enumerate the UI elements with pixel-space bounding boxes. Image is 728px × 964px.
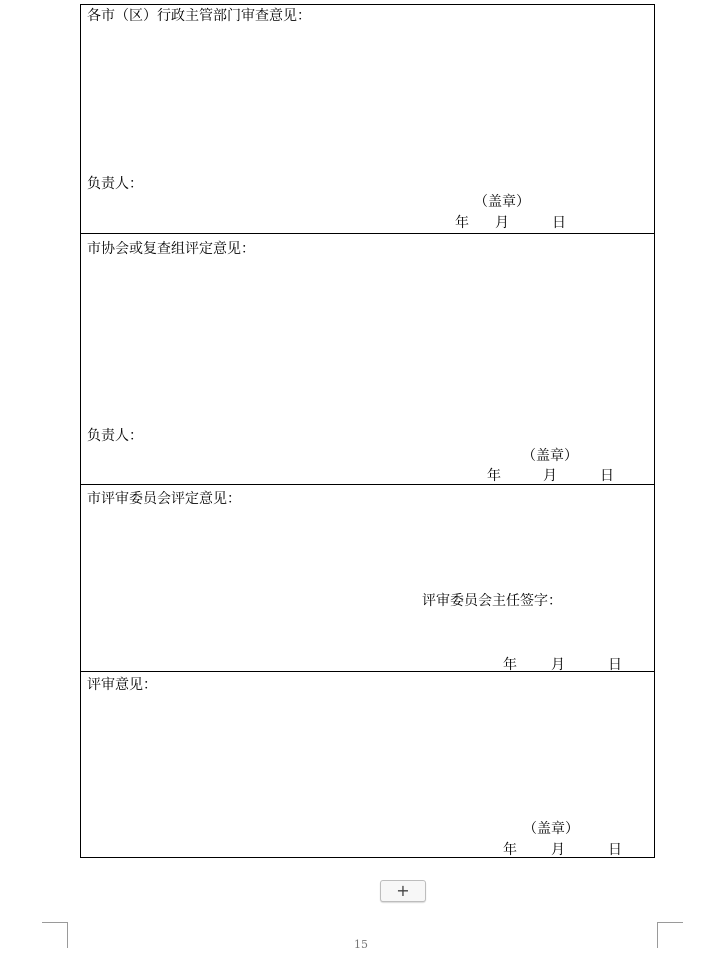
add-page-button[interactable]: +	[380, 880, 426, 902]
page-corner-mark-left	[42, 922, 68, 948]
section-heading: 市协会或复查组评定意见：	[87, 241, 255, 257]
year-label: 年	[487, 468, 501, 484]
responsible-person-label: 负责人：	[87, 176, 143, 192]
committee-review-section	[80, 484, 655, 672]
review-form-table	[80, 4, 655, 858]
section-heading: 市评审委员会评定意见：	[87, 491, 241, 507]
month-label: 月	[551, 657, 565, 673]
year-label: 年	[503, 657, 517, 673]
responsible-person-label: 负责人：	[87, 428, 143, 444]
association-review-section	[80, 233, 655, 485]
day-label: 日	[608, 842, 622, 858]
seal-label: （盖章）	[474, 194, 530, 210]
district-review-section	[80, 4, 655, 234]
committee-director-signature-label: 评审委员会主任签字：	[422, 593, 562, 609]
month-label: 月	[543, 468, 557, 484]
day-label: 日	[608, 657, 622, 673]
seal-label: （盖章）	[522, 448, 578, 464]
section-heading: 评审意见：	[87, 677, 157, 693]
year-label: 年	[455, 215, 469, 231]
section-heading: 各市（区）行政主管部门审查意见：	[87, 8, 311, 24]
day-label: 日	[600, 468, 614, 484]
year-label: 年	[503, 842, 517, 858]
page-number: 15	[354, 938, 368, 951]
month-label: 月	[551, 842, 565, 858]
seal-label: （盖章）	[523, 821, 579, 837]
final-review-section	[80, 671, 655, 858]
month-label: 月	[495, 215, 509, 231]
page-corner-mark-right	[657, 922, 683, 948]
day-label: 日	[552, 215, 566, 231]
